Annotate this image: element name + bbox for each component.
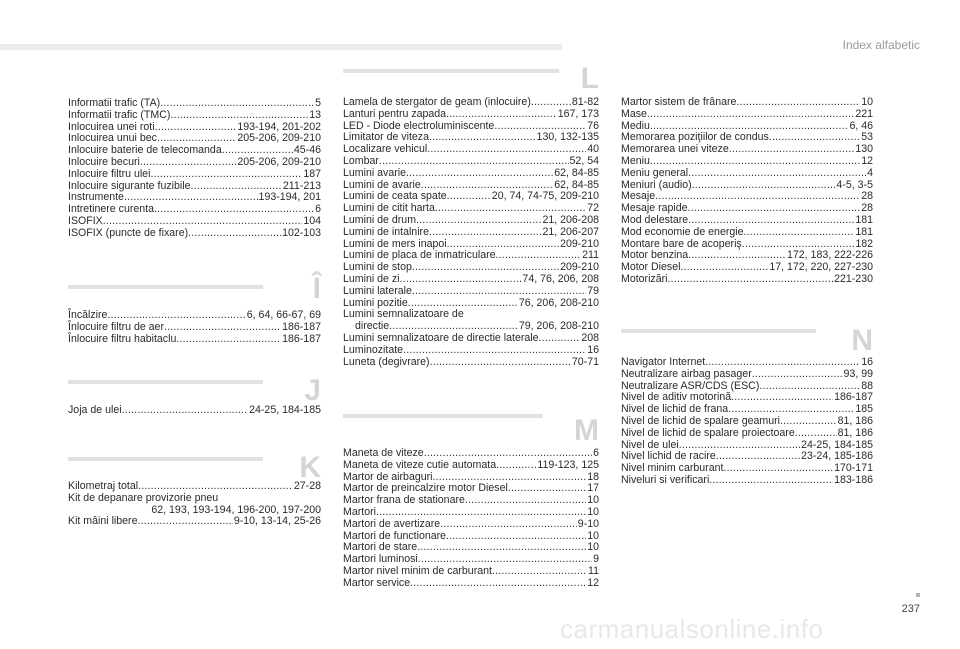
index-entry-label: Nivel de aditiv motorină [621,391,732,404]
index-entry-pages: 221-230 [834,272,873,285]
leader-dots [140,157,237,169]
index-entry-label: Neutralizare ASR/CDS (ESC) [621,379,760,392]
index-entry-pages: 130 [855,143,873,156]
leader-dots [688,203,861,215]
index-entry-label: Martori de avertizare [343,517,441,530]
leader-dots [150,169,302,181]
index-column-m [343,448,599,590]
index-entry-pages: 205-206, 209-210 [237,132,321,145]
index-entry-pages-continued: 62, 193, 193-194, 196-200, 197-200 [151,503,321,516]
index-entry [68,334,321,346]
index-entry-pages: 93, 99 [843,367,873,380]
index-entry [343,519,599,531]
leader-dots [122,405,249,417]
index-entry-pages: 17, 172, 220, 227-230 [769,261,873,274]
index-entry-pages: 193-194, 201-202 [237,120,321,133]
index-entry-label: Lumini pozitie [343,296,408,309]
index-entry-label: LED - Diode electroluminiscente [343,119,495,132]
leader-dots [688,168,866,180]
index-entry [343,215,599,227]
index-entry-label: Maneta de viteze [343,447,424,459]
index-entry-label: Lumini de intalnire [343,225,429,238]
index-entry [68,216,321,228]
index-entry-pages: 81, 186 [837,414,873,427]
index-entry-pages: 186-187 [282,332,321,345]
index-entry-pages: 62, 84-85 [554,166,599,179]
leader-dots [103,216,303,228]
index-entry-pages: 10 [587,529,599,542]
index-entry [343,144,599,156]
index-entry-label: Intretinere curenta [68,203,154,216]
leader-dots [427,144,586,156]
index-entry-label: Motorizări [621,272,668,285]
section-divider [621,329,816,333]
index-entry [68,493,321,505]
index-column-j [68,405,321,417]
leader-dots [376,507,586,519]
index-entry-label: Luneta (degivrare) [343,355,430,368]
leader-dots [155,122,237,134]
index-entry-label: Meniu [621,154,650,167]
index-entry-label: Informatii trafic (TMC) [68,108,171,121]
section-divider [68,285,263,289]
index-entry-label: Martor sistem de frânare [621,96,737,108]
index-entry-pages: 76 [587,119,599,132]
index-entry-pages: 79, 206, 208-210 [518,320,599,333]
index-entry-label: Memorarea poziţiilor de condus [621,131,769,144]
index-entry-label: Inlocuire filtru ulei [68,167,151,180]
index-entry-label: Nivel de lichid de spalare geamuri [621,414,780,427]
leader-dots [729,144,855,156]
index-entry-pages: 170-171 [834,462,873,475]
index-entry [621,109,873,121]
index-entry-pages: 6 [315,203,321,216]
leader-dots [160,98,314,110]
index-entry [621,168,873,180]
index-entry-pages: 76, 206, 208-210 [518,296,599,309]
index-entry-label: Lumini avarie [343,166,407,179]
index-column-m-continued [621,97,873,286]
index-entry-label: Lumini de citit harta [343,202,435,215]
index-entry-label: Inlocuire sigurante fuzibile [68,179,191,192]
index-entry-label: Înlocuire filtru habitaclu [68,332,177,345]
leader-dots [492,566,587,578]
leader-dots [176,334,281,346]
index-entry-label: Motor Diesel [621,261,681,274]
leader-dots [795,428,837,440]
index-entry [343,109,599,121]
index-entry-pages: 6 [593,447,599,459]
section-divider [343,414,543,418]
index-entry-pages: 27-28 [293,480,321,492]
leader-dots [716,451,800,463]
index-entry-pages: 102-103 [282,226,321,239]
index-entry-pages: 209-210 [560,261,599,274]
index-entry-pages: 9 [593,553,599,566]
index-entry-pages: 10 [587,494,599,507]
leader-dots [508,483,586,495]
index-entry-label: Lanturi pentru zapada [343,107,447,120]
index-entry-pages: 183-186 [834,473,873,486]
index-entry-pages: 12 [587,576,599,589]
index-entry-label: Lamela de stergator de geam (inlocuire) [343,96,531,108]
index-entry-pages: 182 [855,237,873,250]
index-entry-label: Încălzire [68,309,108,321]
index-entry-label: Luminozitate [343,343,404,356]
index-entry [68,110,321,122]
index-column-n [621,357,873,487]
index-entry-pages: 81-82 [571,96,599,108]
leader-dots [447,191,491,203]
leader-dots [188,228,281,240]
index-entry-pages: 208 [581,331,599,344]
index-entry [621,227,873,239]
leader-dots [496,460,536,472]
index-entry-pages: 9-10, 13-14, 25-26 [233,515,321,528]
index-entry-label: Maneta de viteze cutie automata [343,458,497,471]
index-entry-label: Montare bare de acoperiş [621,237,742,250]
leader-dots [769,132,860,144]
index-entry-pages: 28 [861,202,873,215]
index-column-k [68,481,321,528]
index-entry-pages: 81, 186 [837,426,873,439]
index-entry-label: Martor de preincalzire motor Diesel [343,482,508,495]
leader-dots [688,215,854,227]
index-entry-label: Lumini de ceata spate [343,190,447,203]
index-entry-pages: 181 [855,225,873,238]
index-entry-label: Lombar [343,154,379,167]
index-entry-label: Nivel de ulei [621,438,679,451]
index-entry [68,157,321,169]
index-entry-label: Martori [343,505,376,518]
index-entry-pages: 10 [587,541,599,554]
index-entry-label: Localizare vehicul [343,143,428,156]
index-entry-pages: 24-25, 184-185 [801,438,873,451]
index-entry [621,215,873,227]
index-entry-label: Nivel lichid de racire [621,450,716,463]
leader-dots [709,475,833,487]
index-entry [343,156,599,168]
leader-dots [647,109,854,121]
index-entry-label: Lumini de mers inapoi [343,237,447,250]
page-number: 237 [901,603,920,615]
index-entry-pages: 24-25, 184-185 [249,404,321,416]
leader-dots [170,110,308,122]
index-entry [621,475,873,487]
index-entry [343,274,599,286]
index-entry-pages: 53 [861,131,873,144]
index-entry-label: Mase [621,107,647,120]
page-marker [916,593,920,597]
index-entry [343,566,599,578]
leader-dots [430,357,571,369]
index-entry-pages: 104 [303,214,321,227]
index-entry [343,286,599,298]
index-entry-label: Lumini de placa de inmatriculare [343,249,496,262]
index-entry-label: Martori de functionare [343,529,447,542]
index-entry-label: Lumini de zi [343,272,400,285]
index-entry-label: Martori de stare [343,541,418,554]
index-entry [68,228,321,240]
section-divider [68,380,263,384]
index-entry-pages: 12 [861,154,873,167]
index-entry [68,516,321,528]
leader-dots [416,215,541,227]
index-entry-pages: 9-10 [577,517,599,530]
index-entry [68,204,321,216]
index-entry-pages: 72 [587,202,599,215]
index-entry-label: Niveluri si verificari [621,473,710,486]
index-entry-pages: 21, 206-207 [542,225,599,238]
index-entry-pages: 74, 76, 206, 208 [522,272,599,285]
index-entry [68,322,321,334]
index-entry-pages: 62, 84-85 [554,178,599,191]
index-entry-label: Inlocuirea unei roti [68,120,155,133]
index-entry-label: Martori luminosi [343,553,418,566]
index-entry-pages: 130, 132-135 [536,131,599,144]
index-column-i-hat [68,310,321,345]
leader-dots [406,168,553,180]
index-entry-pages: 40 [587,143,599,156]
index-entry-label: Meniuri (audio) [621,178,692,191]
section-letter: K [299,451,321,484]
index-entry [621,180,873,192]
index-entry-label: Kilometraj total [68,480,139,492]
index-entry-pages: 17 [587,482,599,495]
index-entry-pages: 52, 54 [569,154,599,167]
index-entry-label: Înlocuire filtru de aer [68,320,164,333]
leader-dots [539,333,581,345]
index-entry-pages: 211-213 [282,179,321,192]
index-entry-pages: 186-187 [834,391,873,404]
index-entry [343,345,599,357]
index-entry-label: Limitator de viteza [343,131,429,144]
index-entry-pages: 167, 173 [557,107,599,120]
leader-dots [692,180,836,192]
index-entry-label: Navigator Internet [621,356,706,368]
index-entry-pages: 16 [861,356,873,368]
index-entry-label: Meniu general [621,166,689,179]
leader-dots [736,97,860,109]
index-entry [343,333,599,345]
index-entry-pages: 28 [861,190,873,203]
leader-dots [668,274,834,286]
index-entry-label: Inlocuire baterie de telecomanda [68,144,222,157]
leader-dots [650,156,860,168]
index-entry-label: Mod delestare [621,213,689,226]
index-entry-pages: 11 [588,564,599,577]
index-entry-pages: 18 [587,470,599,483]
index-entry-label: Memorarea unei viteze [621,143,729,156]
index-entry-label: Motor benzina [621,249,689,262]
leader-dots [410,578,586,590]
index-entry [621,428,873,440]
index-entry-label: Neutralizare airbag pasager [621,367,752,380]
index-entry-label: Mesaje [621,190,656,203]
index-entry-pages: 70-71 [571,355,599,368]
index-entry-pages: 6, 64, 66-67, 69 [246,309,321,321]
index-entry-pages: 10 [861,96,873,108]
index-entry-label: Kit mâini libere [68,515,138,528]
index-entry-pages: 4 [867,166,873,179]
index-entry [343,507,599,519]
index-entry [343,460,599,472]
index-entry-pages: 185 [855,403,873,416]
section-divider [68,457,263,461]
index-entry-pages: 193-194, 201 [258,191,321,204]
index-entry-pages: 4-5, 3-5 [836,178,873,191]
index-entry-pages: 20, 74, 74-75, 209-210 [491,190,599,203]
index-entry-label: Nivel de lichid de frana [621,403,729,416]
index-entry-pages: 119-123, 125 [537,458,599,471]
index-entry-label: Martor frana de stationare [343,494,465,507]
leader-dots [164,322,281,334]
index-entry-pages: 88 [861,379,873,392]
leader-dots [440,519,577,531]
index-entry-pages: 23-24, 185-186 [801,450,873,463]
index-entry-pages: 45-46 [293,144,321,157]
index-entry-label: Martor de airbaguri [343,470,433,483]
section-letter: M [574,414,599,447]
section-divider [343,69,559,73]
leader-dots [429,227,541,239]
index-entry-pages: 6, 46 [849,119,873,132]
index-entry-pages: 79 [587,284,599,297]
index-entry-label: directie [355,320,390,333]
index-entry [343,578,599,590]
leader-dots [465,495,586,507]
index-entry-label: Martor nivel minim de carburant [343,564,492,577]
index-column-i [68,98,321,240]
leader-dots [731,392,833,404]
leader-dots [446,109,557,121]
leader-dots [429,132,536,144]
leader-dots [680,262,768,274]
index-column-l [343,97,599,368]
index-entry [68,169,321,181]
leader-dots [723,463,833,475]
index-entry-label: Mediu [621,119,650,132]
index-entry-pages: 187 [303,167,321,180]
section-letter: J [304,374,321,407]
index-entry-pages: 16 [587,343,599,356]
index-entry-label: Lumini semnalizatoare de directie laterale [343,331,539,344]
index-entry-pages: 186-187 [282,320,321,333]
index-entry-label: Lumini laterale [343,284,412,297]
index-entry-pages: 172, 183, 222-226 [786,249,873,262]
index-entry-label: Inlocuirea unui bec [68,132,157,145]
leader-dots [446,531,586,543]
index-entry-pages: 10 [587,505,599,518]
index-entry [343,495,599,507]
index-entry-label: Lumini de drum [343,213,417,226]
index-entry-pages: 181 [855,213,873,226]
index-entry-pages: 13 [309,108,321,121]
index-entry [621,369,873,381]
section-letter: L [580,62,599,95]
section-letter: Î [312,272,321,305]
watermark: carmanualsonline.info [560,614,824,644]
index-entry [621,274,873,286]
index-entry-pages: 209-210 [560,237,599,250]
index-entry-label: Martor service [343,576,411,589]
index-entry [343,168,599,180]
index-entry [621,144,873,156]
index-entry-pages: 211 [582,249,599,262]
leader-dots [154,204,314,216]
index-entry [343,357,599,369]
index-entry-label: Mesaje rapide [621,202,688,215]
leader-dots [417,542,586,554]
index-entry-label: Lumini semnalizatoare de [343,308,464,321]
index-entry-label: Joja de ulei [68,404,122,416]
page-header-title: Index alfabetic [842,38,920,52]
index-entry [621,416,873,428]
index-entry-pages: 5 [315,97,321,109]
leader-dots [412,286,586,298]
index-entry [68,405,321,417]
leader-dots [137,516,232,528]
index-entry [343,227,599,239]
index-entry-label: Informatii trafic (TA) [68,97,161,109]
index-entry-label: Nivel minim carburant [621,462,724,475]
leader-dots [780,416,837,428]
index-entry [621,97,873,109]
index-entry-label: Mod economie de energie [621,225,744,238]
index-entry-label: ISOFIX (puncte de fixare) [68,226,189,239]
index-entry-pages: 21, 206-208 [542,213,599,226]
leader-dots [379,156,569,168]
index-entry-pages: 221 [855,107,873,120]
index-entry-label: Nivel de lichid de spalare proiectoare [621,426,795,439]
leader-dots [744,227,855,239]
index-entry-label: Kit de depanare provizorie pneu [68,491,219,504]
section-letter: N [851,324,873,357]
index-entry-label: ISOFIX [68,214,103,227]
index-entry-label: Lumini de avarie [343,178,421,191]
index-entry-label: Inlocuire becuri [68,155,140,168]
header-bar [0,44,562,50]
index-entry-label: Instrumente [68,191,124,204]
leader-dots [403,345,586,357]
leader-dots [400,274,522,286]
index-entry-label: Lumini de stop [343,261,412,274]
index-entry-pages: 205-206, 209-210 [237,155,321,168]
leader-dots [752,369,843,381]
index-entry [621,156,873,168]
